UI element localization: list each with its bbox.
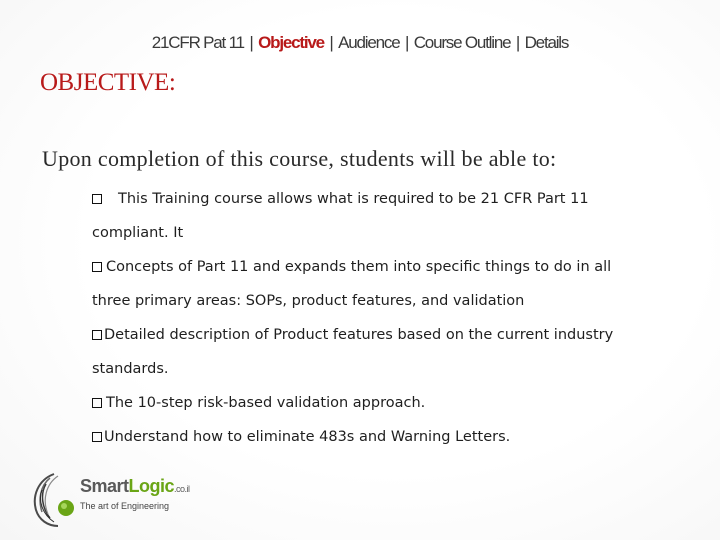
logo-name-part2: Logic bbox=[128, 476, 175, 496]
bullet-line bbox=[92, 352, 692, 386]
nav-separator: | bbox=[249, 33, 253, 52]
bullet-text: Understand how to eliminate 483s and Warning Letters. bbox=[104, 429, 511, 445]
objective-list bbox=[92, 182, 692, 454]
nav-separator: | bbox=[329, 33, 333, 52]
nav-separator: | bbox=[404, 33, 409, 52]
swirl-logo-icon bbox=[28, 470, 80, 530]
logo-domain: .co.il bbox=[174, 484, 190, 494]
logo-wordmark bbox=[80, 476, 190, 497]
nav-item-21cfr[interactable]: 21CFR Pat 11 bbox=[151, 33, 244, 52]
checkbox-bullet-icon bbox=[92, 432, 102, 442]
checkbox-bullet-icon bbox=[92, 398, 102, 408]
company-logo bbox=[28, 470, 228, 530]
bullet-line bbox=[92, 284, 692, 318]
bullet-text: Detailed description of Product features based on the current industry bbox=[104, 327, 614, 343]
bullet-line bbox=[92, 216, 692, 250]
nav-item-audience[interactable]: Audience bbox=[338, 33, 400, 52]
lead-text: Upon completion of this course, students will be able to: bbox=[42, 146, 557, 171]
bullet-text: compliant. It bbox=[92, 225, 184, 241]
bullet-text: The 10-step risk-based validation approach. bbox=[106, 395, 426, 411]
bullet-text: three primary areas: SOPs, product features, and validation bbox=[92, 293, 525, 309]
nav-item-course-outline[interactable]: Course Outline bbox=[413, 33, 511, 52]
bullet-line bbox=[92, 318, 692, 352]
checkbox-bullet-icon bbox=[92, 262, 102, 272]
nav-item-objective[interactable]: Objective bbox=[258, 33, 324, 52]
logo-name-part1: Smart bbox=[80, 476, 129, 496]
checkbox-bullet-icon bbox=[92, 194, 102, 204]
bullet-line bbox=[92, 420, 692, 454]
bullet-line bbox=[92, 250, 692, 284]
logo-tagline: The art of Engineering bbox=[80, 501, 170, 511]
nav-separator: | bbox=[515, 33, 520, 52]
nav-item-details[interactable]: Details bbox=[524, 33, 569, 52]
checkbox-bullet-icon bbox=[92, 330, 102, 340]
bullet-text: This Training course allows what is required to be 21 CFR Part 11 bbox=[118, 191, 589, 207]
bullet-text: Concepts of Part 11 and expands them into specific things to do in all bbox=[106, 259, 612, 275]
bullet-line bbox=[92, 182, 692, 216]
page-title: OBJECTIVE: bbox=[40, 69, 176, 96]
bullet-line bbox=[92, 386, 692, 420]
top-navigation bbox=[0, 33, 720, 53]
bullet-text: standards. bbox=[92, 361, 169, 377]
